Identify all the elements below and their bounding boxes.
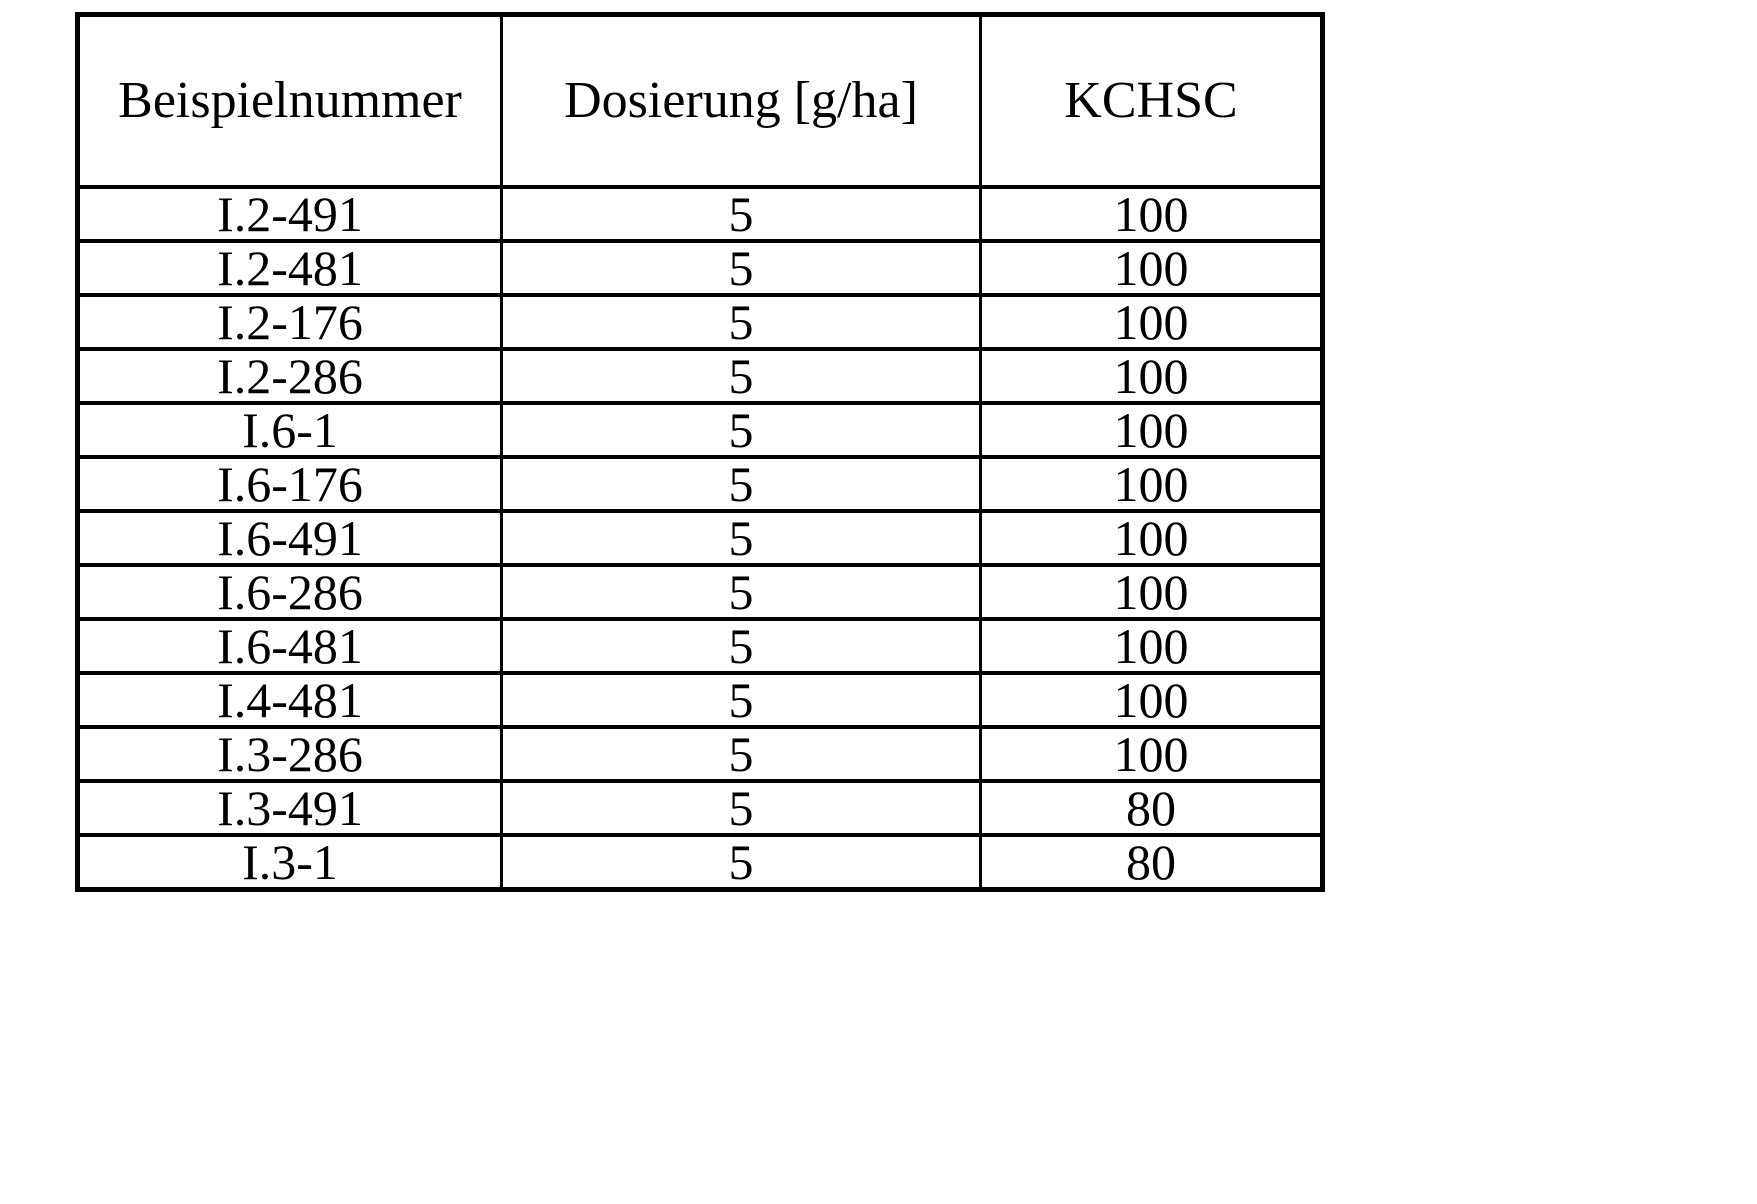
cell-kchsc: 100 [981, 349, 1323, 403]
cell-dosierung: 5 [502, 457, 981, 511]
cell-beispielnummer: I.6-176 [78, 457, 502, 511]
cell-dosierung: 5 [502, 403, 981, 457]
table-row [78, 511, 1323, 565]
cell-beispielnummer: I.3-1 [78, 835, 502, 890]
header-row [78, 15, 1323, 188]
column-header-dosierung: Dosierung [g/ha] [502, 15, 981, 188]
cell-dosierung: 5 [502, 727, 981, 781]
table-row [78, 457, 1323, 511]
cell-kchsc: 80 [981, 781, 1323, 835]
table-row [78, 403, 1323, 457]
cell-kchsc: 100 [981, 187, 1323, 241]
column-header-kchsc: KCHSC [981, 15, 1323, 188]
table-row [78, 673, 1323, 727]
table-row [78, 241, 1323, 295]
cell-dosierung: 5 [502, 619, 981, 673]
cell-beispielnummer: I.6-286 [78, 565, 502, 619]
cell-dosierung: 5 [502, 349, 981, 403]
cell-beispielnummer: I.3-286 [78, 727, 502, 781]
cell-dosierung: 5 [502, 511, 981, 565]
cell-beispielnummer: I.6-481 [78, 619, 502, 673]
cell-dosierung: 5 [502, 835, 981, 890]
results-table [75, 12, 1325, 892]
cell-kchsc: 100 [981, 673, 1323, 727]
table-row [78, 619, 1323, 673]
table-row [78, 295, 1323, 349]
cell-beispielnummer: I.2-176 [78, 295, 502, 349]
cell-dosierung: 5 [502, 673, 981, 727]
cell-kchsc: 100 [981, 727, 1323, 781]
cell-beispielnummer: I.4-481 [78, 673, 502, 727]
cell-kchsc: 100 [981, 241, 1323, 295]
cell-dosierung: 5 [502, 565, 981, 619]
cell-dosierung: 5 [502, 781, 981, 835]
table-row [78, 349, 1323, 403]
table-row [78, 187, 1323, 241]
cell-beispielnummer: I.6-1 [78, 403, 502, 457]
table-row [78, 727, 1323, 781]
cell-kchsc: 100 [981, 457, 1323, 511]
table-row [78, 565, 1323, 619]
cell-beispielnummer: I.6-491 [78, 511, 502, 565]
cell-beispielnummer: I.2-491 [78, 187, 502, 241]
cell-dosierung: 5 [502, 241, 981, 295]
cell-dosierung: 5 [502, 187, 981, 241]
cell-kchsc: 100 [981, 511, 1323, 565]
cell-beispielnummer: I.2-481 [78, 241, 502, 295]
table-row [78, 835, 1323, 890]
table-row [78, 781, 1323, 835]
cell-dosierung: 5 [502, 295, 981, 349]
column-header-beispielnummer: Beispielnummer [78, 15, 502, 188]
cell-beispielnummer: I.2-286 [78, 349, 502, 403]
cell-kchsc: 100 [981, 403, 1323, 457]
cell-kchsc: 80 [981, 835, 1323, 890]
cell-kchsc: 100 [981, 565, 1323, 619]
cell-kchsc: 100 [981, 619, 1323, 673]
cell-kchsc: 100 [981, 295, 1323, 349]
cell-beispielnummer: I.3-491 [78, 781, 502, 835]
